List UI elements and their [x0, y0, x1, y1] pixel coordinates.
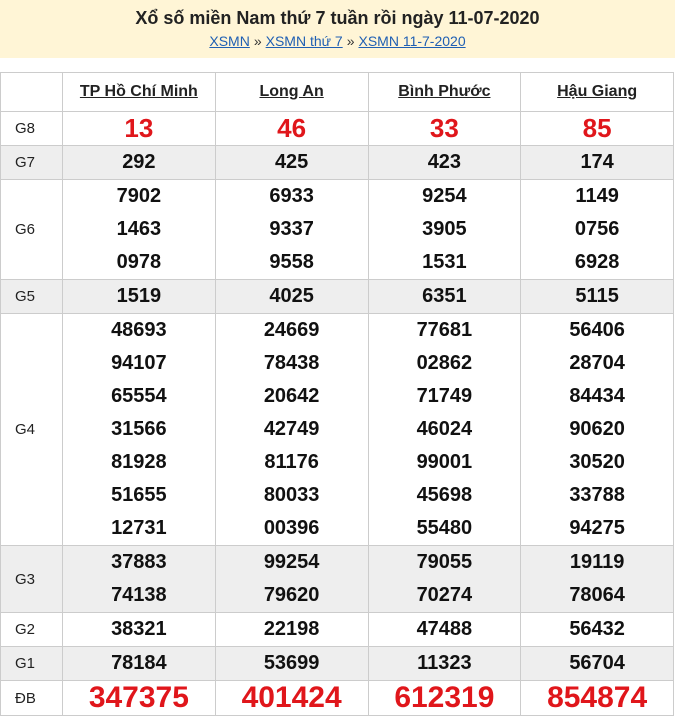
prize-number: 71749: [416, 385, 473, 407]
prize-number: 81928: [111, 451, 167, 473]
prize-cell: [215, 146, 368, 180]
prize-cell: [368, 180, 521, 280]
prize-number: 94107: [111, 352, 167, 374]
prize-number: 70274: [416, 584, 473, 606]
prize-number: 20642: [263, 385, 320, 407]
prize-number: 0756: [574, 218, 620, 240]
prize-cell: [521, 280, 674, 314]
prize-cell: [521, 681, 674, 716]
prize-number: 02862: [416, 352, 473, 374]
prize-row: [1, 112, 674, 146]
prize-label: G1: [1, 647, 63, 681]
prize-cell: [215, 314, 368, 546]
prize-number: 11323: [417, 652, 472, 674]
prize-number: 0978: [116, 251, 162, 273]
prize-number: 612319: [394, 681, 495, 714]
prize-number: 74138: [111, 584, 167, 606]
province-header-row: [1, 73, 674, 112]
prize-number: 6928: [574, 251, 620, 273]
prize-number: 1463: [116, 218, 162, 240]
prize-cell: [368, 546, 521, 613]
prize-number: 56432: [569, 618, 625, 640]
prize-number: 9337: [269, 218, 314, 240]
prize-number: 38321: [111, 618, 167, 640]
prize-cell: [63, 180, 216, 280]
prize-number: 81176: [264, 451, 319, 473]
prize-number: 19119: [569, 551, 625, 573]
prize-number: 31566: [111, 418, 167, 440]
prize-number: 7902: [116, 185, 162, 207]
prize-number: 99001: [416, 451, 473, 473]
prize-cell: [215, 112, 368, 146]
prize-cell: [521, 314, 674, 546]
prize-label: G7: [1, 146, 63, 180]
prize-number: 854874: [547, 681, 648, 714]
results-table: [0, 72, 674, 716]
prize-number: 425: [274, 151, 309, 173]
prize-label: G8: [1, 112, 63, 146]
prize-number: 84434: [569, 385, 625, 407]
prize-number: 51655: [111, 484, 167, 506]
prize-number: 55480: [416, 517, 473, 539]
prize-cell: [521, 146, 674, 180]
prize-cell: [521, 546, 674, 613]
prize-cell: [215, 681, 368, 716]
prize-label: ĐB: [1, 681, 63, 716]
prize-cell: [521, 647, 674, 681]
prize-row: [1, 146, 674, 180]
prize-cell: [521, 112, 674, 146]
prize-cell: [63, 613, 216, 647]
prize-number: 78184: [111, 652, 167, 674]
prize-cell: [521, 613, 674, 647]
breadcrumb-separator: »: [253, 33, 262, 49]
prize-cell: [63, 146, 216, 180]
prize-row: [1, 180, 674, 280]
prize-label: G2: [1, 613, 63, 647]
province-link-long-an[interactable]: Long An: [259, 83, 324, 100]
prize-number: 9558: [269, 251, 314, 273]
prize-cell: [368, 280, 521, 314]
prize-cell: [215, 280, 368, 314]
prize-number: 77681: [416, 319, 473, 341]
prize-cell: [63, 314, 216, 546]
prize-cell: [63, 681, 216, 716]
prize-cell: [521, 180, 674, 280]
breadcrumb-xsmn-thu7-link[interactable]: XSMN thứ 7: [265, 33, 343, 49]
prize-number: 4025: [269, 285, 314, 307]
prize-cell: [63, 546, 216, 613]
prize-number: 33: [429, 113, 459, 143]
province-link-hcm[interactable]: TP Hồ Chí Minh: [79, 83, 198, 100]
prize-number: 1519: [116, 285, 162, 307]
prize-number: 56704: [569, 652, 625, 674]
province-header: [521, 73, 674, 112]
prize-number: 401424: [241, 681, 342, 714]
prize-number: 5115: [575, 285, 619, 307]
prize-number: 85: [582, 113, 612, 143]
province-link-binh-phuoc[interactable]: Bình Phước: [398, 83, 491, 100]
province-header: [63, 73, 216, 112]
prize-number: 423: [427, 151, 462, 173]
prize-number: 00396: [263, 517, 320, 539]
prize-number: 1149: [575, 185, 619, 207]
prize-row: [1, 647, 674, 681]
breadcrumb: [0, 33, 675, 49]
province-header: [215, 73, 368, 112]
breadcrumb-xsmn-date-link[interactable]: XSMN 11-7-2020: [358, 33, 466, 49]
corner-cell: [1, 73, 63, 112]
prize-cell: [368, 112, 521, 146]
prize-row: [1, 280, 674, 314]
prize-number: 99254: [263, 551, 320, 573]
prize-cell: [368, 613, 521, 647]
page-title: Xổ số miền Nam thứ 7 tuần rồi ngày 11-07-2020: [135, 8, 540, 28]
prize-number: 56406: [569, 319, 625, 341]
prize-number: 80033: [263, 484, 320, 506]
prize-number: 78438: [263, 352, 320, 374]
breadcrumb-separator: »: [346, 33, 355, 49]
prize-number: 22198: [263, 618, 320, 640]
prize-label: G6: [1, 180, 63, 280]
prize-number: 94275: [569, 517, 625, 539]
prize-number: 48693: [111, 319, 167, 341]
prize-row: [1, 546, 674, 613]
prize-number: 13: [124, 113, 154, 143]
prize-row: [1, 681, 674, 716]
prize-number: 24669: [263, 319, 320, 341]
prize-number: 45698: [416, 484, 473, 506]
prize-cell: [63, 647, 216, 681]
prize-cell: [368, 314, 521, 546]
prize-row: [1, 314, 674, 546]
prize-number: 78064: [569, 584, 625, 606]
prize-cell: [63, 112, 216, 146]
prize-number: 46: [277, 113, 307, 143]
prize-number: 47488: [416, 618, 473, 640]
prize-number: 46024: [416, 418, 473, 440]
prize-cell: [215, 180, 368, 280]
prize-number: 1531: [422, 251, 467, 273]
prize-number: 292: [122, 151, 156, 173]
prize-cell: [63, 280, 216, 314]
prize-number: 79055: [416, 551, 473, 573]
prize-label: G5: [1, 280, 63, 314]
prize-label: G3: [1, 546, 63, 613]
prize-number: 347375: [88, 681, 189, 714]
prize-row: [1, 613, 674, 647]
prize-number: 12731: [111, 517, 167, 539]
prize-cell: [368, 146, 521, 180]
prize-cell: [215, 546, 368, 613]
prize-number: 37883: [111, 551, 167, 573]
prize-number: 79620: [263, 584, 320, 606]
prize-cell: [215, 613, 368, 647]
province-link-hau-giang[interactable]: Hậu Giang: [557, 83, 638, 100]
prize-cell: [368, 681, 521, 716]
prize-number: 9254: [422, 185, 467, 207]
prize-rows: [1, 112, 674, 716]
prize-number: 53699: [263, 652, 320, 674]
prize-number: 33788: [569, 484, 625, 506]
prize-number: 30520: [569, 451, 625, 473]
breadcrumb-xsmn-link[interactable]: XSMN: [209, 33, 250, 49]
prize-number: 174: [580, 151, 614, 173]
page-header: [0, 0, 675, 58]
prize-number: 42749: [263, 418, 320, 440]
prize-label: G4: [1, 314, 63, 546]
prize-number: 3905: [422, 218, 467, 240]
prize-cell: [368, 647, 521, 681]
prize-number: 65554: [111, 385, 167, 407]
prize-number: 6933: [269, 185, 314, 207]
prize-number: 6351: [422, 285, 467, 307]
province-header: [368, 73, 521, 112]
prize-cell: [215, 647, 368, 681]
prize-number: 28704: [569, 352, 625, 374]
prize-number: 90620: [569, 418, 625, 440]
